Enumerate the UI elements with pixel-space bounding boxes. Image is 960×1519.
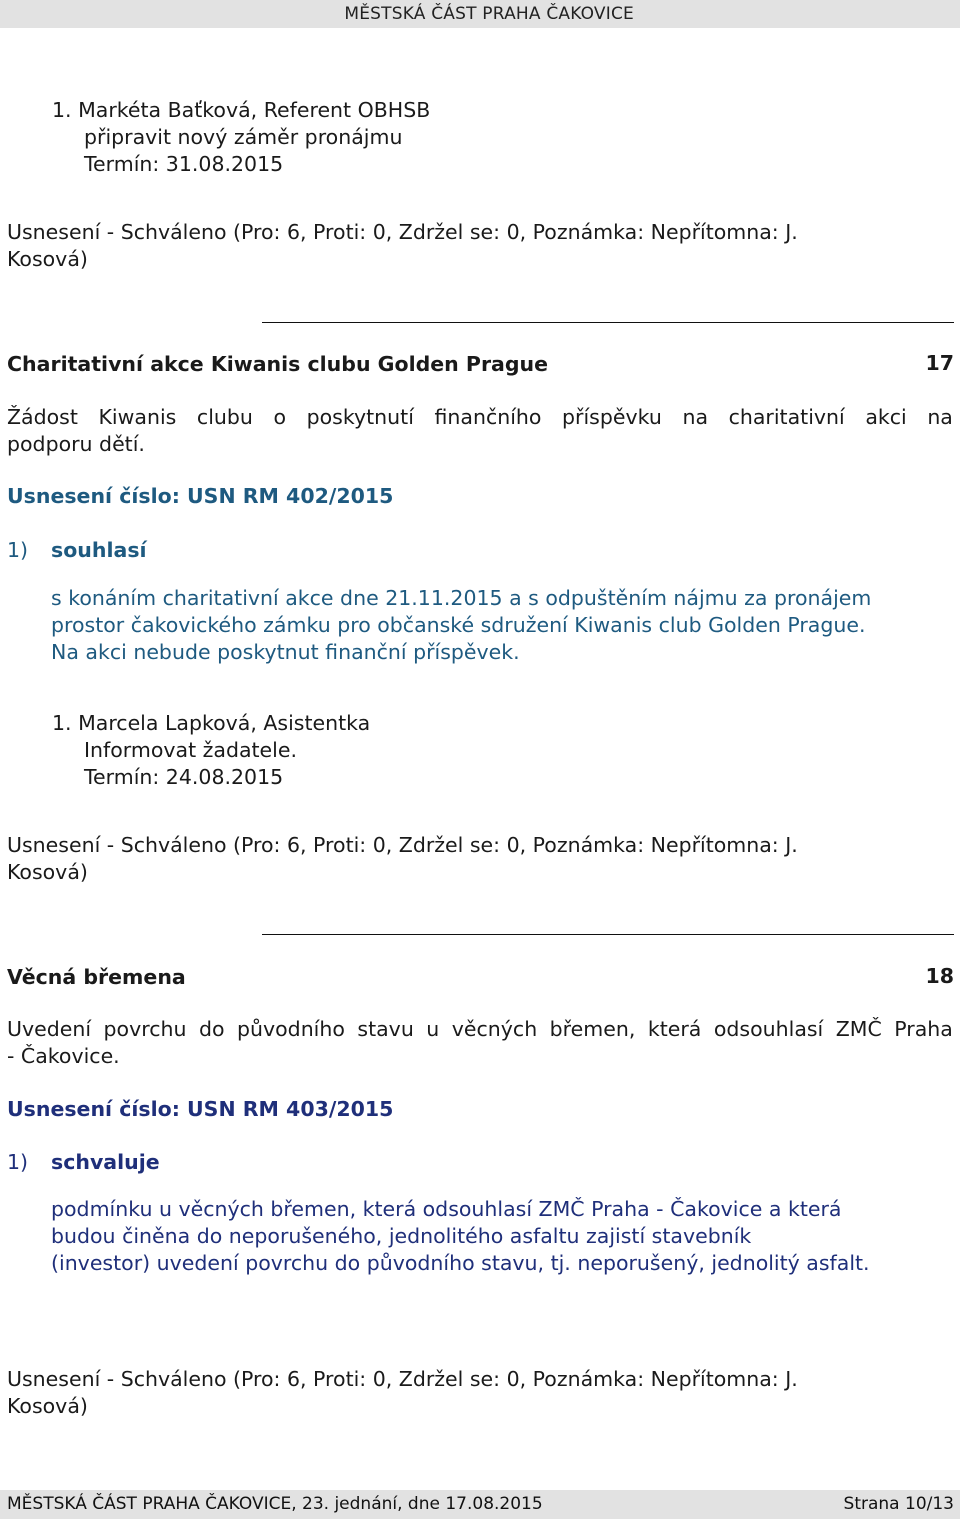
- word: akci: [865, 405, 907, 429]
- word: Uvedení: [7, 1017, 92, 1041]
- page-footer: [0, 1490, 960, 1519]
- word: u: [426, 1017, 440, 1041]
- section-number: 17: [925, 351, 954, 375]
- point-verb: souhlasí: [51, 538, 147, 562]
- page-number: Strana 10/13: [843, 1494, 954, 1514]
- word: na: [927, 405, 953, 429]
- word: do: [198, 1017, 225, 1041]
- word: poskytnutí: [306, 405, 414, 429]
- task-description: připravit nový záměr pronájmu: [84, 125, 403, 149]
- word: clubu: [196, 405, 253, 429]
- task-assignee: 1. Marcela Lapková, Asistentka: [52, 711, 371, 735]
- word: Žádost: [7, 405, 78, 429]
- section-description-line-2: - Čakovice.: [7, 1044, 120, 1068]
- section-description: [7, 404, 953, 431]
- task-description: Informovat žadatele.: [84, 738, 297, 762]
- word: ZMČ: [835, 1017, 882, 1041]
- vote-result-line-2: Kosová): [7, 1394, 88, 1418]
- resolution-number: Usnesení číslo: USN RM 403/2015: [7, 1097, 394, 1121]
- word: povrchu: [103, 1017, 187, 1041]
- word: Praha: [894, 1017, 953, 1041]
- section-number: 18: [925, 964, 954, 988]
- section-title: Věcná břemena: [7, 965, 186, 989]
- word: která: [647, 1017, 702, 1041]
- point-text: Na akci nebude poskytnut finanční příspěvek.: [51, 640, 520, 664]
- word: charitativní: [728, 405, 845, 429]
- footer-meeting-info: MĚSTSKÁ ČÁST PRAHA ČAKOVICE, 23. jednání, dne 17.08.2015: [7, 1494, 543, 1514]
- section-divider: [262, 322, 954, 323]
- resolution-number: Usnesení číslo: USN RM 402/2015: [7, 484, 394, 508]
- point-number: 1): [7, 538, 29, 562]
- section-title: Charitativní akce Kiwanis clubu Golden Prague: [7, 352, 549, 376]
- vote-result-line: Usnesení - Schváleno (Pro: 6, Proti: 0, Zdržel se: 0, Poznámka: Nepřítomna: J.: [7, 1367, 798, 1391]
- header-title: MĚSTSKÁ ČÁST PRAHA ČAKOVICE: [344, 4, 634, 24]
- word: břemen,: [549, 1017, 636, 1041]
- word: finančního: [434, 405, 542, 429]
- section-description-line-2: podporu dětí.: [7, 432, 145, 456]
- task-deadline: Termín: 24.08.2015: [84, 765, 284, 789]
- word: stavu: [357, 1017, 414, 1041]
- vote-result-line-2: Kosová): [7, 247, 88, 271]
- section-description: [7, 1016, 953, 1043]
- word: odsouhlasí: [713, 1017, 824, 1041]
- vote-result-line-2: Kosová): [7, 860, 88, 884]
- point-text: budou činěna do neporušeného, jednolitého asfaltu zajistí stavebník: [51, 1224, 752, 1248]
- point-number: 1): [7, 1150, 29, 1174]
- point-text: prostor čakovického zámku pro občanské sdružení Kiwanis club Golden Prague.: [51, 613, 866, 637]
- point-text: (investor) uvedení povrchu do původního stavu, tj. neporušený, jednolitý asfalt.: [51, 1251, 870, 1275]
- point-text: s konáním charitativní akce dne 21.11.2015 a s odpuštěním nájmu za pronájem: [51, 586, 872, 610]
- word: příspěvku: [562, 405, 662, 429]
- point-text: podmínku u věcných břemen, která odsouhlasí ZMČ Praha - Čakovice a která: [51, 1197, 842, 1221]
- word: o: [273, 405, 287, 429]
- word: Kiwanis: [98, 405, 177, 429]
- task-deadline: Termín: 31.08.2015: [84, 152, 284, 176]
- vote-result-line: Usnesení - Schváleno (Pro: 6, Proti: 0, Zdržel se: 0, Poznámka: Nepřítomna: J.: [7, 220, 798, 244]
- word: původního: [237, 1017, 345, 1041]
- word: na: [682, 405, 709, 429]
- page-header: [0, 0, 960, 28]
- vote-result-line: Usnesení - Schváleno (Pro: 6, Proti: 0, Zdržel se: 0, Poznámka: Nepřítomna: J.: [7, 833, 798, 857]
- point-verb: schvaluje: [51, 1150, 160, 1174]
- task-assignee: 1. Markéta Baťková, Referent OBHSB: [52, 98, 431, 122]
- word: věcných: [451, 1017, 538, 1041]
- section-divider: [262, 934, 954, 935]
